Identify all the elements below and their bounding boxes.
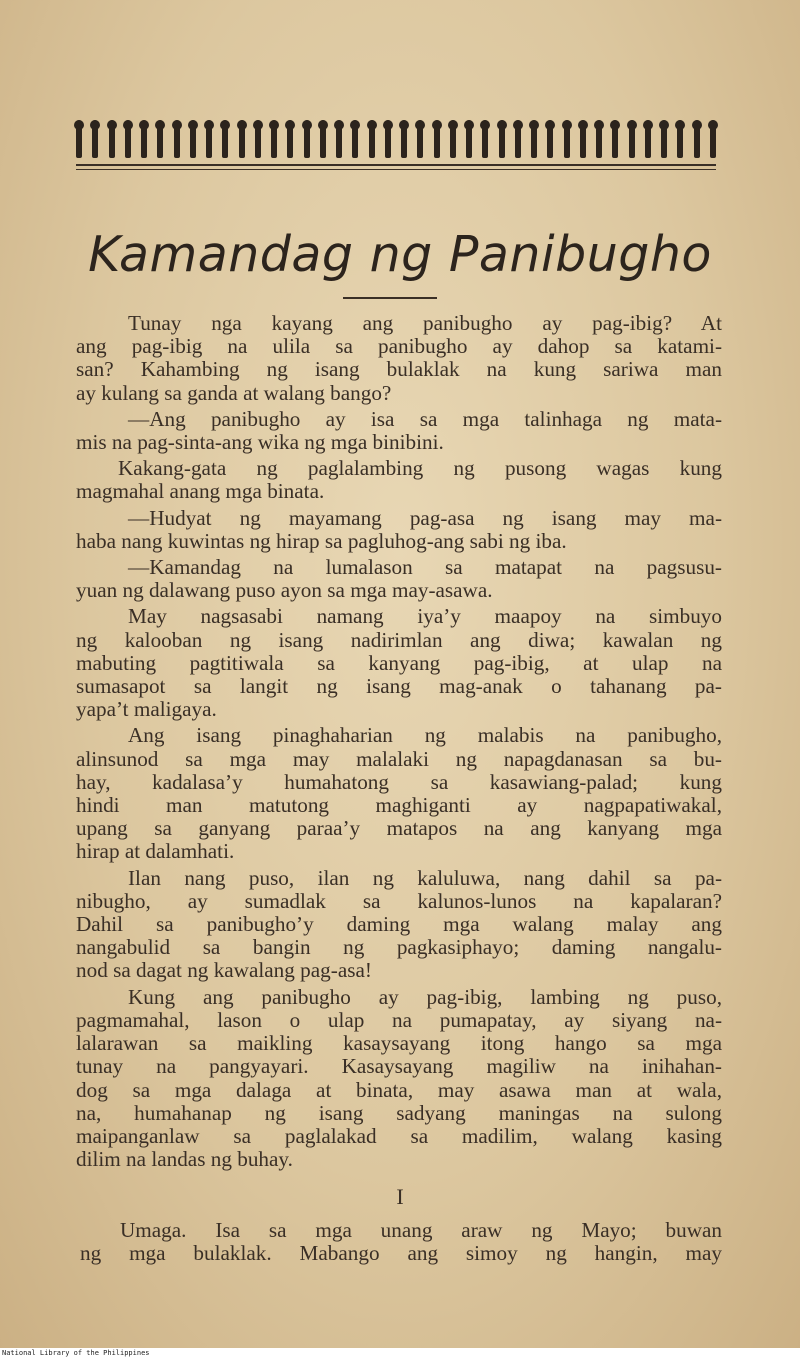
text-line: alinsunod sa mga may malalaki ng napagdanasan sa bu- [76, 746, 722, 771]
ornament-glyph [304, 120, 310, 158]
text-line: nod sa dagat ng kawalang pag-asa! [76, 958, 372, 983]
section-text [80, 1219, 722, 1265]
ornament-glyph [401, 120, 407, 158]
text-line: mis na pag-sinta-ang wika ng mga binibini. [76, 430, 444, 455]
paragraph [76, 605, 722, 721]
paragraph [76, 867, 722, 983]
text-line: maipanganlaw sa paglalakad sa madilim, walang kasing [76, 1123, 722, 1148]
text-line: Ilan nang puso, ilan ng kaluluwa, nang dahil sa pa- [128, 865, 722, 890]
ornament-glyph [466, 120, 472, 158]
ornament-glyph [580, 120, 586, 158]
text-line: yuan ng dalawang puso ayon sa mga may-asawa. [76, 578, 493, 603]
text-line: sumasapot sa langit ng isang mag-anak o tahanang pa- [76, 674, 722, 699]
ornament-glyph [157, 120, 163, 158]
text-line: nangabulid sa bangin ng pagkasiphayo; daming nangalu- [76, 935, 722, 960]
text-line: —Ang panibugho ay isa sa mga talinhaga ng mata- [128, 406, 722, 431]
ornament-glyph [385, 120, 391, 158]
text-line: nibugho, ay sumadlak sa kalunos-lunos na kapalaran? [76, 888, 722, 913]
ornament-glyph [92, 120, 98, 158]
ornament-glyph [109, 120, 115, 158]
ornament-glyph [710, 120, 716, 158]
text-line: mabuting pagtitiwala sa kanyang pag-ibig, at ulap na [76, 650, 722, 675]
ornament-glyph [369, 120, 375, 158]
paragraph [76, 457, 722, 503]
header-rule-thick [76, 164, 716, 166]
text-line: dilim na landas ng buhay. [76, 1147, 293, 1172]
ornament-glyph [661, 120, 667, 158]
chapter-title: Kamandag ng Panibugho [88, 226, 712, 283]
ornament-glyph [76, 120, 82, 158]
text-line: ay kulang sa ganda at walang bango? [76, 380, 392, 405]
ornament-glyph [629, 120, 635, 158]
title-underline [343, 297, 437, 299]
ornament-glyph [417, 120, 423, 158]
ornament-glyph [222, 120, 228, 158]
text-line: —Kamandag na lumalason sa matapat na pagsusu- [128, 555, 722, 580]
ornament-glyph [677, 120, 683, 158]
text-line: Ang isang pinaghaharian ng malabis na panibugho, [128, 723, 722, 748]
text-line: tunay na pangyayari. Kasaysayang magiliw na inihahan- [76, 1054, 722, 1079]
paragraph [76, 507, 722, 553]
paragraph [76, 556, 722, 602]
text-line: upang sa ganyang paraa’y matapos na ang kanyang mga [76, 816, 722, 841]
text-line: Kung ang panibugho ay pag-ibig, lambing ng puso, [128, 984, 722, 1009]
text-line: haba nang kuwintas ng hirap sa pagluhog-ang sabi ng iba. [76, 528, 567, 553]
text-line: hay, kadalasa’y humahatong sa kasawiang-palad; kung [76, 769, 722, 794]
footer-credit: National Library of the Philippines [0, 1348, 800, 1358]
text-line: na, humahanap ng isang sadyang maningas na sulong [76, 1100, 722, 1125]
ornament-glyph [645, 120, 651, 158]
text-line: Umaga. Isa sa mga unang araw ng Mayo; buwan [120, 1218, 722, 1242]
ornament-glyph [336, 120, 342, 158]
ornament-glyph [499, 120, 505, 158]
text-line: May nagsasabi namang iya’y maapoy na simbuyo [128, 604, 722, 629]
ornament-glyph [320, 120, 326, 158]
ornament-glyph [450, 120, 456, 158]
paragraph [76, 312, 722, 405]
text-line: ng kalooban ng isang nadirimlan ang diwa; kawalan ng [76, 627, 722, 652]
text-line: —Hudyat ng mayamang pag-asa ng isang may ma- [128, 505, 722, 530]
text-line: yapa’t maligaya. [76, 697, 217, 722]
text-line: ng mga bulaklak. Mabango ang simoy ng hangin, may [80, 1241, 722, 1266]
body-text [76, 312, 722, 1174]
paragraph [76, 986, 722, 1172]
ornament-glyph [174, 120, 180, 158]
ornament-glyph [434, 120, 440, 158]
text-line: hirap at dalamhati. [76, 839, 235, 864]
text-line: lalarawan sa maikling kasaysayang itong hango sa mga [76, 1031, 722, 1056]
header-rule-thin [76, 169, 716, 170]
text-line: san? Kahambing ng isang bulaklak na kung sariwa man [76, 357, 722, 382]
text-line: ang pag-ibig na ulila sa panibugho ay dahop sa katami- [76, 334, 722, 359]
ornament-glyph [125, 120, 131, 158]
text-line: Kakang-gata ng paglalambing ng pusong wagas kung [118, 456, 722, 481]
ornament-glyph [190, 120, 196, 158]
ornament-glyph [141, 120, 147, 158]
ornament-glyph [531, 120, 537, 158]
ornament-glyph [287, 120, 293, 158]
ornament-glyph [596, 120, 602, 158]
header-ornament [76, 120, 716, 162]
ornament-glyph [564, 120, 570, 158]
ornament-glyph [352, 120, 358, 158]
ornament-glyph [482, 120, 488, 158]
ornament-glyph [255, 120, 261, 158]
paragraph [76, 724, 722, 863]
text-line: Dahil sa panibugho’y daming mga walang malay ang [76, 912, 722, 937]
paragraph [76, 408, 722, 454]
ornament-glyph [206, 120, 212, 158]
text-line: Tunay nga kayang ang panibugho ay pag-ibig? At [128, 311, 722, 335]
ornament-glyph [271, 120, 277, 158]
ornament-glyph [239, 120, 245, 158]
ornament-glyph [612, 120, 618, 158]
text-line: dog sa mga dalaga at binata, may asawa man at wala, [76, 1077, 722, 1102]
ornament-glyph [515, 120, 521, 158]
ornament-glyph [547, 120, 553, 158]
text-line: hindi man matutong maghiganti ay nagpapatiwakal, [76, 793, 722, 818]
ornament-glyph [694, 120, 700, 158]
text-line: pagmamahal, lason o ulap na pumapatay, ay siyang na- [76, 1007, 722, 1032]
section-numeral: I [396, 1184, 404, 1209]
text-line: magmahal anang mga binata. [76, 479, 325, 504]
